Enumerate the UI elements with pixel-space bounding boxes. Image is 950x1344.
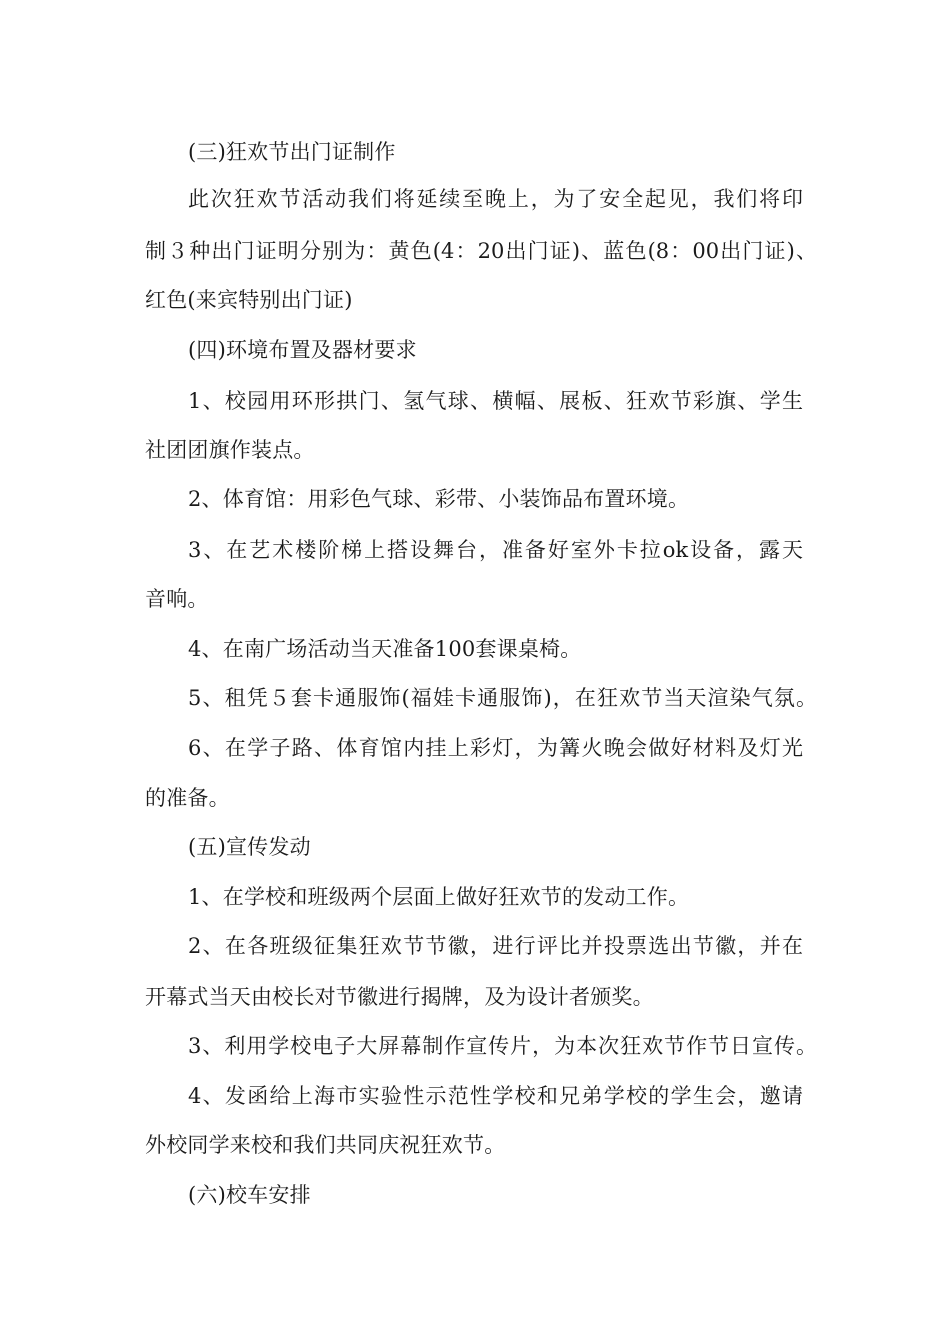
paragraph-line: 3、在艺术楼阶梯上搭设舞台，准备好室外卡拉ok设备，露天 bbox=[188, 538, 803, 562]
heading-section-6: (六)校车安排 bbox=[188, 1183, 311, 1207]
paragraph-line: 的准备。 bbox=[145, 786, 230, 810]
heading-section-4: (四)环境布置及器材要求 bbox=[188, 338, 417, 362]
paragraph-line: 音响。 bbox=[145, 587, 209, 611]
paragraph-line: 2、体育馆：用彩色气球、彩带、小装饰品布置环境。 bbox=[188, 487, 690, 511]
heading-section-3: (三)狂欢节出门证制作 bbox=[188, 140, 396, 164]
paragraph-line: 1、校园用环形拱门、氢气球、横幅、展板、狂欢节彩旗、学生 bbox=[188, 389, 803, 413]
paragraph-line: 开幕式当天由校长对节徽进行揭牌，及为设计者颁奖。 bbox=[145, 985, 654, 1009]
paragraph-line: 4、在南广场活动当天准备100套课桌椅。 bbox=[188, 637, 582, 661]
paragraph-line: 外校同学来校和我们共同庆祝狂欢节。 bbox=[145, 1133, 506, 1157]
paragraph-line: 5、租凭５套卡通服饰(福娃卡通服饰)，在狂欢节当天渲染气氛。 bbox=[188, 686, 817, 710]
paragraph-line: 6、在学子路、体育馆内挂上彩灯，为篝火晚会做好材料及灯光 bbox=[188, 736, 803, 760]
paragraph-line: 红色(来宾特别出门证) bbox=[145, 288, 353, 312]
heading-section-5: (五)宣传发动 bbox=[188, 835, 311, 859]
paragraph-line: 社团团旗作装点。 bbox=[145, 438, 315, 462]
paragraph-line: 4、发函给上海市实验性示范性学校和兄弟学校的学生会，邀请 bbox=[188, 1084, 803, 1108]
paragraph-line: 3、利用学校电子大屏幕制作宣传片，为本次狂欢节作节日宣传。 bbox=[188, 1034, 817, 1058]
paragraph-line: 2、在各班级征集狂欢节节徽，进行评比并投票选出节徽，并在 bbox=[188, 934, 803, 958]
paragraph-line: 制３种出门证明分别为：黄色(4：20出门证)、蓝色(8：00出门证)、 bbox=[145, 239, 817, 263]
paragraph-line: 此次狂欢节活动我们将延续至晚上，为了安全起见，我们将印 bbox=[188, 187, 803, 211]
paragraph-line: 1、在学校和班级两个层面上做好狂欢节的发动工作。 bbox=[188, 885, 690, 909]
